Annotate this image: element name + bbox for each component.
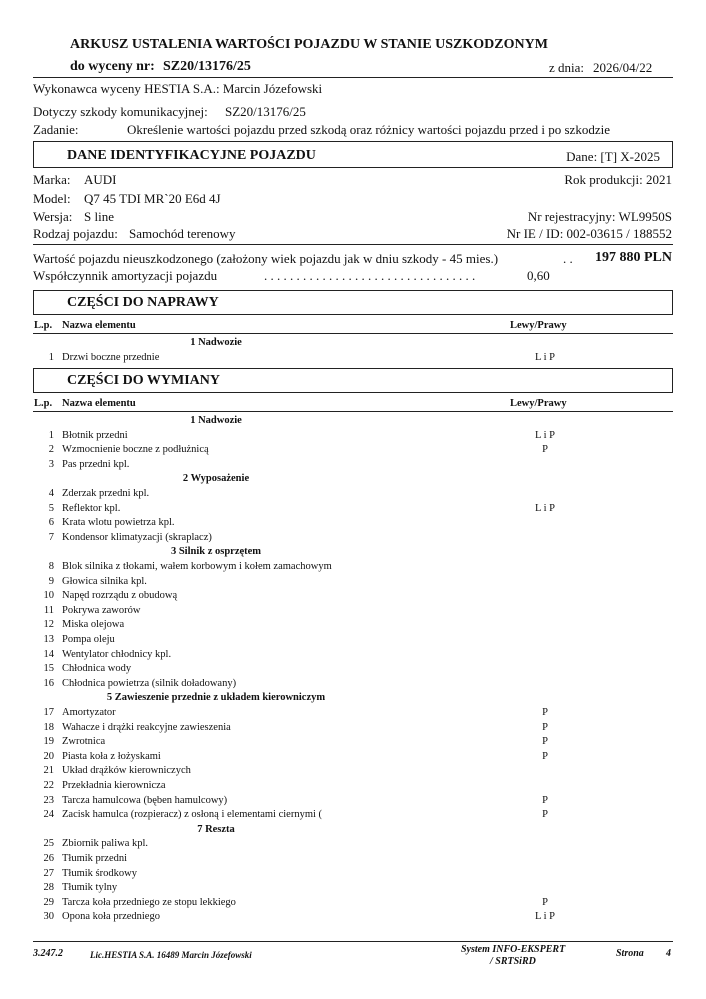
part-row (0, 430, 706, 444)
section-heading-row (0, 473, 706, 487)
data-source: Dane: [T] X-2025 (566, 149, 660, 164)
part-row (0, 590, 706, 604)
part-number: 22 (43, 780, 54, 791)
part-number: 5 (48, 502, 54, 514)
part-number: 18 (43, 721, 54, 733)
section-heading: 1 Nadwozie (190, 337, 242, 348)
part-number: 9 (48, 575, 54, 587)
part-name: Tłumik środkowy (62, 867, 137, 879)
undamaged-value-label: Wartość pojazdu nieuszkodzonego (założony wiek pojazdu jak w dniu szkody - 45 mies.) (33, 251, 499, 266)
version-value: S line (84, 209, 114, 224)
part-number: 16 (43, 677, 54, 689)
part-number: 13 (43, 634, 54, 645)
part-number: 8 (48, 561, 54, 572)
part-name: Drzwi boczne przednie (62, 351, 160, 363)
undamaged-value-amount: 197 880 PLN (595, 250, 672, 265)
section-heading-row (0, 415, 706, 429)
part-row (0, 882, 706, 896)
part-name: Opona koła przedniego (62, 911, 160, 923)
part-side: P (542, 721, 548, 733)
section-heading: 7 Reszta (197, 823, 235, 835)
part-row (0, 649, 706, 663)
document-date: 2026/04/22 (593, 60, 653, 75)
part-row (0, 619, 706, 633)
depreciation-coefficient: 0,60 (527, 268, 550, 283)
vehicle-section-title: DANE IDENTYFIKACYJNE POJAZDU (67, 148, 316, 163)
part-name: Głowica silnika kpl. (62, 575, 147, 587)
part-row (0, 707, 706, 721)
part-number: 6 (48, 517, 54, 529)
part-number: 7 (48, 531, 54, 543)
part-name: Tarcza koła przedniego ze stopu lekkiego (62, 896, 236, 908)
part-number: 14 (43, 648, 54, 660)
part-side: L i P (534, 429, 556, 441)
section-heading-row (0, 337, 706, 351)
part-name: Zderzak przedni kpl. (62, 488, 150, 499)
replace-section-title: CZĘŚCI DO WYMIANY (67, 373, 220, 388)
part-row (0, 853, 706, 867)
repair-section-title: CZĘŚCI DO NAPRAWY (67, 295, 219, 310)
section-heading: 2 Wyposażenie (182, 473, 250, 485)
case-label: do wyceny nr: (70, 59, 155, 74)
part-row (0, 605, 706, 619)
part-side: L i P (534, 351, 556, 363)
part-row (0, 736, 706, 750)
part-row (0, 897, 706, 911)
part-side: L i P (534, 911, 556, 923)
vehicle-divider (33, 244, 673, 245)
claim-number: SZ20/13176/25 (225, 104, 306, 119)
part-row (0, 838, 706, 852)
section-heading-row (0, 546, 706, 560)
part-side: P (542, 707, 548, 718)
part-row (0, 532, 706, 546)
part-number: 12 (43, 619, 54, 631)
part-row (0, 809, 706, 823)
footer-system-line2: / SRTSiRD (490, 956, 536, 967)
part-name: Wentylator chłodnicy kpl. (62, 648, 172, 660)
part-number: 3 (48, 458, 54, 470)
part-name: Tłumik tylny (62, 882, 118, 894)
part-name: Tarcza hamulcowa (bęben hamulcowy) (62, 794, 228, 806)
part-name: Przekładnia kierownicza (62, 780, 166, 791)
part-name: Wahacze i drążki reakcyjne zawieszenia (62, 721, 231, 733)
part-name: Napęd rozrządu z obudową (62, 590, 178, 602)
footer-system-line1: System INFO-EKSPERT (461, 944, 566, 955)
section-heading-row (0, 824, 706, 838)
task-label: Zadanie: (33, 122, 79, 137)
part-row (0, 444, 706, 458)
part-row (0, 795, 706, 809)
part-number: 30 (43, 911, 54, 923)
repair-col-side: Lewy/Prawy (510, 320, 567, 331)
part-name: Reflektor kpl. (62, 502, 121, 514)
part-number: 20 (43, 750, 54, 762)
vehicle-type-value: Samochód terenowy (129, 226, 236, 241)
part-number: 27 (43, 867, 54, 879)
section-heading: 5 Zawieszenie przednie z układem kierowniczym (106, 692, 326, 704)
part-row (0, 780, 706, 794)
part-name: Pas przedni kpl. (62, 458, 130, 470)
footer-licence: Lic.HESTIA S.A. 16489 Marcin Józefowski (90, 950, 252, 960)
part-side: P (542, 444, 548, 456)
part-name: Tłumik przedni (62, 853, 128, 864)
replace-col-lp: L.p. (34, 398, 53, 409)
section-heading: 1 Nadwozie (190, 415, 242, 426)
depreciation-label: Współczynnik amortyzacji pojazdu (33, 268, 218, 283)
replace-section-header (33, 368, 673, 393)
section-heading: 3 Silnik z osprzętem (170, 546, 262, 558)
part-number: 11 (43, 604, 54, 616)
part-row (0, 459, 706, 473)
part-name: Krata wlotu powietrza kpl. (62, 517, 175, 529)
part-name: Amortyzator (62, 707, 116, 718)
part-number: 2 (48, 444, 54, 456)
part-row (0, 503, 706, 517)
part-row (0, 663, 706, 677)
repair-col-name: Nazwa elementu (62, 320, 136, 331)
replace-col-name: Nazwa elementu (62, 398, 136, 409)
part-name: Zwrotnica (62, 736, 106, 748)
part-side: P (542, 736, 548, 748)
part-number: 4 (48, 488, 54, 499)
part-name: Zacisk hamulca (rozpieracz) z osłoną i elementami ciernymi ( (62, 809, 323, 821)
registration-number: Nr rejestracyjny: WL9950S (527, 209, 672, 224)
part-name: Chłodnica powietrza (silnik doładowany) (62, 677, 237, 689)
part-row (0, 868, 706, 882)
part-row (0, 561, 706, 575)
make-value: AUDI (84, 172, 117, 187)
repair-col-lp: L.p. (34, 320, 53, 331)
part-name: Kondensor klimatyzacji (skraplacz) (62, 531, 212, 543)
model-value: Q7 45 TDI MR`20 E6d 4J (84, 191, 221, 206)
part-number: 10 (43, 590, 54, 602)
task-text: Określenie wartości pojazdu przed szkodą oraz różnicy wartości pojazdu przed i po szkodzie (127, 122, 610, 137)
part-row (0, 751, 706, 765)
part-name: Chłodnica wody (62, 663, 132, 675)
repair-header-underline (33, 333, 673, 334)
part-row (0, 352, 706, 366)
part-row (0, 722, 706, 736)
part-number: 29 (43, 896, 54, 908)
date-label: z dnia: (549, 60, 585, 75)
part-number: 28 (43, 882, 54, 894)
replace-col-side: Lewy/Prawy (510, 398, 567, 409)
production-year: Rok produkcji: 2021 (564, 172, 672, 187)
part-side: P (542, 896, 548, 908)
footer-page-number: 4 (666, 948, 671, 959)
part-row (0, 488, 706, 502)
part-name: Pokrywa zaworów (62, 604, 141, 616)
version-label: Wersja: (33, 209, 73, 224)
vehicle-section-header (33, 141, 673, 168)
part-number: 19 (43, 736, 54, 748)
part-number: 1 (48, 351, 54, 363)
part-number: 1 (48, 429, 54, 441)
footer-page-label: Strona (616, 948, 644, 959)
part-row (0, 517, 706, 531)
footer-divider (33, 941, 673, 942)
part-name: Miska olejowa (62, 619, 125, 631)
part-row (0, 576, 706, 590)
repair-section-header (33, 290, 673, 315)
part-name: Pompa oleju (62, 634, 115, 645)
part-number: 21 (43, 765, 54, 777)
part-number: 23 (43, 794, 54, 806)
part-name: Błotnik przedni (62, 429, 128, 441)
part-name: Zbiornik paliwa kpl. (62, 838, 149, 850)
part-row (0, 765, 706, 779)
part-row (0, 678, 706, 692)
part-name: Blok silnika z tłokami, wałem korbowym i kołem zamachowym (62, 561, 332, 572)
document-title: ARKUSZ USTALENIA WARTOŚCI POJAZDU W STANIE USZKODZONYM (70, 37, 548, 52)
part-name: Wzmocnienie boczne z podłużnicą (62, 444, 209, 456)
case-number: SZ20/13176/25 (163, 59, 251, 74)
value-leader-dots: . . (563, 251, 573, 266)
replace-header-underline (33, 411, 673, 412)
part-number: 26 (43, 853, 54, 864)
part-side: P (542, 809, 548, 821)
vehicle-type-label: Rodzaj pojazdu: (33, 226, 118, 241)
part-side: L i P (534, 502, 556, 514)
part-number: 17 (43, 707, 54, 718)
part-name: Układ drążków kierowniczych (62, 765, 191, 777)
depreciation-leader-dots: . . . . . . . . . . . . . . . . . . . . . . . . . . . . . . . . . (264, 268, 476, 283)
header-underline (33, 77, 673, 78)
part-name: Piasta koła z łożyskami (62, 750, 161, 762)
contractor-line: Wykonawca wyceny HESTIA S.A.: Marcin Józefowski (33, 81, 323, 96)
part-row (0, 634, 706, 648)
make-label: Marka: (33, 172, 71, 187)
part-number: 25 (43, 838, 54, 850)
claim-label: Dotyczy szkody komunikacyjnej: (33, 104, 208, 119)
part-number: 15 (43, 663, 54, 675)
ie-id-number: Nr IE / ID: 002-03615 / 188552 (506, 226, 672, 241)
model-label: Model: (33, 191, 71, 206)
part-number: 24 (43, 809, 54, 821)
part-row (0, 911, 706, 925)
section-heading-row (0, 692, 706, 706)
part-side: P (542, 794, 548, 806)
footer-code: 3.247.2 (33, 948, 63, 959)
part-side: P (542, 750, 548, 762)
